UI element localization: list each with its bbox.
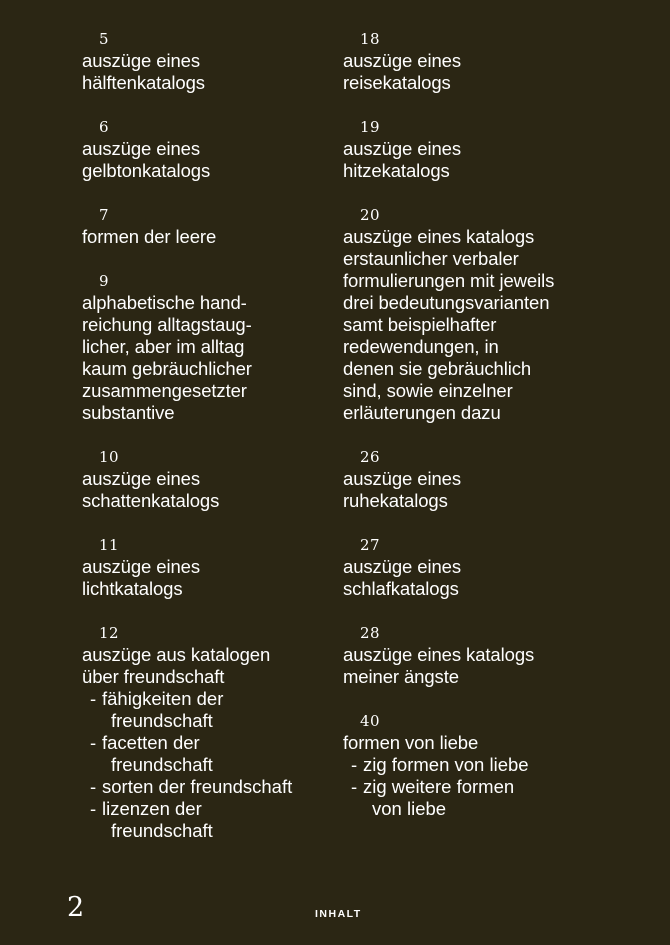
toc-entry	[82, 28, 322, 94]
toc-left-column	[82, 28, 322, 864]
toc-entry-page-number: 10	[99, 448, 120, 466]
toc-subitem-line	[90, 820, 322, 842]
toc-subitem-text: freundschaft	[111, 820, 213, 841]
toc-entry-title-line: auszüge eines	[343, 138, 462, 159]
toc-entry-title-line: denen sie gebräuchlich	[343, 358, 532, 379]
toc-entry	[82, 204, 322, 248]
section-label: INHALT	[315, 908, 362, 920]
toc-entry-page-number: 19	[360, 118, 381, 136]
toc-subitem-line	[351, 754, 643, 776]
toc-entry	[82, 116, 322, 182]
toc-subitem-text: zig weitere formen	[363, 776, 515, 797]
toc-entry	[343, 446, 643, 512]
toc-entry-title-line: erstaunlicher verbaler	[343, 248, 519, 269]
toc-entry-title-line: sind, sowie einzelner	[343, 380, 513, 401]
toc-subitem-line	[90, 732, 322, 754]
page-number: 2	[67, 892, 85, 923]
toc-entry	[82, 270, 322, 424]
subitem-dash: -	[90, 798, 97, 819]
toc-entry-title-line: reichung alltagstaug-	[82, 314, 252, 335]
toc-subitem-line	[90, 710, 322, 732]
toc-entry	[82, 446, 322, 512]
toc-entry	[343, 534, 643, 600]
toc-subitem-text: lizenzen der	[102, 798, 202, 819]
toc-entry-title-line: auszüge eines	[343, 468, 462, 489]
toc-entry-page-number: 9	[99, 272, 110, 290]
toc-entry-title-line: hitzekatalogs	[343, 160, 450, 181]
subitem-dash: -	[351, 776, 358, 797]
toc-entry-page-number: 20	[360, 206, 381, 224]
toc-entry-title-line: reisekatalogs	[343, 72, 451, 93]
subitem-dash: -	[90, 688, 97, 709]
toc-entry-page-number: 27	[360, 536, 381, 554]
toc-subitem-line	[351, 776, 643, 798]
toc-entry-title-line: auszüge eines	[82, 50, 201, 71]
toc-entry-page-number: 28	[360, 624, 381, 642]
toc-entry	[343, 116, 643, 182]
toc-entry-title-line: licher, aber im alltag	[82, 336, 245, 357]
toc-entry-title-line: formen der leere	[82, 226, 217, 247]
toc-entry-page-number: 26	[360, 448, 381, 466]
toc-subitem-list	[343, 754, 643, 820]
toc-entry-title-line: auszüge eines	[343, 556, 462, 577]
toc-entry-title-line: formen von liebe	[343, 732, 479, 753]
toc-subitem-list	[82, 688, 322, 842]
toc-entry-page-number: 11	[99, 536, 120, 554]
toc-entry-page-number: 40	[360, 712, 381, 730]
toc-entry-title-line: kaum gebräuchlicher	[82, 358, 252, 379]
toc-subitem-text: zig formen von liebe	[363, 754, 529, 775]
toc-entry-title-line: erläuterungen dazu	[343, 402, 501, 423]
subitem-dash: -	[90, 776, 97, 797]
toc-entry-page-number: 6	[99, 118, 110, 136]
toc-subitem-text: von liebe	[372, 798, 447, 819]
toc-entry-title-line: ruhekatalogs	[343, 490, 448, 511]
toc-entry	[343, 622, 643, 688]
toc-entry-title-line: alphabetische hand-	[82, 292, 247, 313]
toc-entry-page-number: 18	[360, 30, 381, 48]
toc-entry-title-line: schattenkatalogs	[82, 490, 220, 511]
toc-entry	[343, 710, 643, 820]
toc-entry-title-line: gelbtonkatalogs	[82, 160, 211, 181]
toc-entry-title-line: zusammengesetzter	[82, 380, 247, 401]
toc-entry-page-number: 7	[99, 206, 110, 224]
toc-entry-title-line: meiner ängste	[343, 666, 459, 687]
toc-entry-page-number: 5	[99, 30, 110, 48]
toc-subitem-text: sorten der freundschaft	[102, 776, 293, 797]
toc-entry-title-line: schlafkatalogs	[343, 578, 459, 599]
toc-subitem-text: facetten der	[102, 732, 200, 753]
toc-entry-title-line: formulierungen mit jeweils	[343, 270, 555, 291]
toc-subitem-line	[90, 688, 322, 710]
toc-entry	[343, 204, 643, 424]
subitem-dash: -	[351, 754, 358, 775]
toc-entry-title-line: drei bedeutungsvarianten	[343, 292, 550, 313]
toc-entry-title-line: auszüge eines	[82, 468, 201, 489]
toc-entry-title-line: auszüge eines katalogs	[343, 644, 535, 665]
toc-entry	[82, 534, 322, 600]
toc-subitem-line	[90, 798, 322, 820]
toc-entry-title-line: auszüge eines	[82, 556, 201, 577]
subitem-dash: -	[90, 732, 97, 753]
toc-entry	[343, 28, 643, 94]
toc-subitem-text: freundschaft	[111, 754, 213, 775]
toc-subitem-line	[351, 798, 643, 820]
toc-entry-title-line: hälftenkatalogs	[82, 72, 205, 93]
toc-entry	[82, 622, 322, 842]
toc-subitem-text: fähigkeiten der	[102, 688, 224, 709]
toc-entry-page-number: 12	[99, 624, 120, 642]
toc-entry-title-line: auszüge eines katalogs	[343, 226, 535, 247]
toc-entry-title-line: über freundschaft	[82, 666, 225, 687]
toc-entry-title-line: auszüge aus katalogen	[82, 644, 271, 665]
toc-entry-title-line: redewendungen, in	[343, 336, 499, 357]
toc-right-column	[343, 28, 643, 842]
toc-entry-title-line: lichtkatalogs	[82, 578, 183, 599]
toc-subitem-line	[90, 776, 322, 798]
toc-entry-title-line: auszüge eines	[82, 138, 201, 159]
toc-subitem-text: freundschaft	[111, 710, 213, 731]
toc-entry-title-line: samt beispielhafter	[343, 314, 497, 335]
toc-entry-title-line: substantive	[82, 402, 175, 423]
toc-entry-title-line: auszüge eines	[343, 50, 462, 71]
toc-subitem-line	[90, 754, 322, 776]
